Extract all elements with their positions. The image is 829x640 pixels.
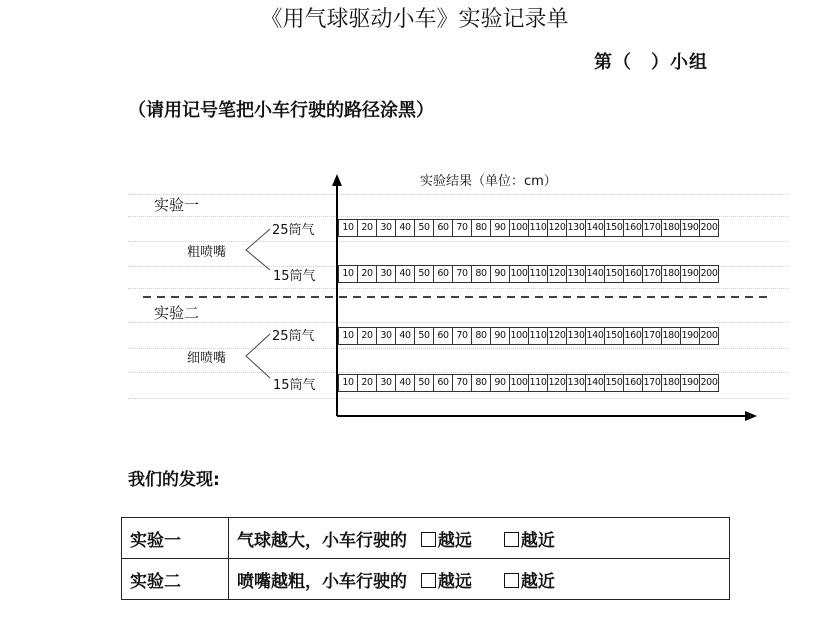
distance-cell[interactable]: 10 [339,328,358,344]
experiment-2-row-1-label: 25筒气 [272,329,315,344]
distance-cell[interactable]: 120 [548,220,567,236]
option-far[interactable] [421,531,472,551]
statement-text: 气球越大，小车行驶的 [237,530,407,551]
findings-table [121,517,730,600]
distance-strip-exp1-15[interactable] [338,265,719,283]
group-label: 第（ ）小组 [594,52,708,73]
distance-cell[interactable]: 60 [434,220,453,236]
distance-cell[interactable]: 160 [624,266,643,282]
distance-cell[interactable]: 180 [662,328,681,344]
distance-cell[interactable]: 200 [700,222,718,233]
experiment-1-row-1-label: 25筒气 [272,223,315,238]
experiment-2-label: 实验二 [154,304,200,322]
distance-cell[interactable]: 130 [567,266,586,282]
distance-cell[interactable]: 110 [529,328,548,344]
distance-strip-exp1-25[interactable] [338,219,719,237]
distance-cell[interactable]: 180 [662,375,681,391]
distance-cell[interactable]: 170 [643,328,662,344]
option-near-label: 越近 [520,530,555,551]
option-far-label: 越远 [437,571,472,592]
distance-cell[interactable]: 130 [567,328,586,344]
distance-cell[interactable]: 60 [434,328,453,344]
distance-cell[interactable]: 200 [700,377,718,388]
distance-cell[interactable]: 30 [377,375,396,391]
distance-cell[interactable]: 140 [586,375,605,391]
experiment-2-row-2-label: 15筒气 [273,378,316,393]
distance-cell[interactable]: 100 [510,220,529,236]
distance-cell[interactable]: 100 [510,266,529,282]
distance-cell[interactable]: 100 [510,375,529,391]
option-near[interactable] [504,531,555,551]
distance-cell[interactable]: 150 [605,266,624,282]
distance-cell[interactable]: 200 [700,268,718,279]
distance-cell[interactable]: 140 [586,328,605,344]
distance-cell[interactable]: 70 [453,375,472,391]
option-near-label: 越近 [520,571,555,592]
distance-cell[interactable]: 170 [643,266,662,282]
distance-cell[interactable]: 60 [434,266,453,282]
distance-cell[interactable]: 150 [605,220,624,236]
branch-lines-exp2 [246,334,270,378]
distance-cell[interactable]: 190 [681,220,700,236]
statement-text: 喷嘴越粗，小车行驶的 [237,571,407,592]
table-cell-experiment: 实验一 [122,518,229,559]
checkbox-icon[interactable] [421,573,436,588]
distance-cell[interactable]: 170 [643,220,662,236]
distance-cell[interactable]: 40 [396,220,415,236]
distance-cell[interactable]: 160 [624,375,643,391]
distance-cell[interactable]: 140 [586,266,605,282]
distance-cell[interactable]: 10 [339,220,358,236]
distance-strip-exp2-25[interactable] [338,327,719,345]
distance-cell[interactable]: 90 [491,375,510,391]
option-far-label: 越远 [437,530,472,551]
distance-cell[interactable]: 90 [491,328,510,344]
distance-cell[interactable]: 20 [358,220,377,236]
distance-cell[interactable]: 50 [415,375,434,391]
axis-title: 实验结果（单位：cm） [420,174,557,189]
distance-cell[interactable]: 30 [377,220,396,236]
distance-cell[interactable]: 150 [605,328,624,344]
distance-cell[interactable]: 80 [472,220,491,236]
distance-cell[interactable]: 20 [358,328,377,344]
distance-cell[interactable]: 110 [529,220,548,236]
distance-cell[interactable]: 160 [624,220,643,236]
distance-cell[interactable]: 130 [567,375,586,391]
x-axis-arrow [745,411,757,421]
distance-cell[interactable]: 200 [700,330,718,341]
y-axis-arrow [332,174,342,186]
page-title: 《用气球驱动小车》实验记录单 [260,7,569,32]
distance-cell[interactable]: 120 [548,375,567,391]
distance-cell[interactable]: 20 [358,266,377,282]
distance-cell[interactable]: 40 [396,266,415,282]
distance-cell[interactable]: 80 [472,375,491,391]
distance-cell[interactable]: 10 [339,266,358,282]
distance-cell[interactable]: 140 [586,220,605,236]
distance-cell[interactable]: 20 [358,375,377,391]
distance-cell[interactable]: 130 [567,220,586,236]
experiment-1-nozzle: 粗喷嘴 [187,245,227,260]
distance-cell[interactable]: 70 [453,266,472,282]
distance-cell[interactable]: 110 [529,375,548,391]
distance-cell[interactable]: 120 [548,328,567,344]
checkbox-icon[interactable] [504,532,519,547]
distance-cell[interactable]: 120 [548,266,567,282]
table-cell-statement [229,518,730,559]
distance-cell[interactable]: 100 [510,328,529,344]
distance-cell[interactable]: 50 [415,220,434,236]
distance-cell[interactable]: 40 [396,328,415,344]
distance-cell[interactable]: 30 [377,266,396,282]
distance-strip-exp2-15[interactable] [338,374,719,392]
distance-cell[interactable]: 180 [662,220,681,236]
instruction: （请用记号笔把小车行驶的路径涂黑） [128,100,434,121]
distance-cell[interactable]: 190 [681,266,700,282]
option-far[interactable] [421,572,472,592]
distance-cell[interactable]: 50 [415,266,434,282]
distance-cell[interactable]: 90 [491,220,510,236]
checkbox-icon[interactable] [421,532,436,547]
experiment-1-label: 实验一 [154,196,200,214]
distance-cell[interactable]: 50 [415,328,434,344]
distance-cell[interactable]: 70 [453,328,472,344]
distance-cell[interactable]: 80 [472,328,491,344]
option-near[interactable] [504,572,555,592]
distance-cell[interactable]: 70 [453,220,472,236]
experiment-1-row-2-label: 15筒气 [273,269,316,284]
distance-cell[interactable]: 90 [491,266,510,282]
distance-cell[interactable]: 150 [605,375,624,391]
distance-cell[interactable]: 170 [643,375,662,391]
table-row [122,518,730,559]
table-cell-statement [229,559,730,600]
distance-cell[interactable]: 30 [377,328,396,344]
distance-cell[interactable]: 40 [396,375,415,391]
branch-lines-exp1 [246,229,270,270]
experiment-2-nozzle: 细喷嘴 [187,351,227,366]
distance-cell[interactable]: 110 [529,266,548,282]
distance-cell[interactable]: 190 [681,375,700,391]
findings-label: 我们的发现: [128,470,220,490]
table-cell-experiment: 实验二 [122,559,229,600]
distance-cell[interactable]: 60 [434,375,453,391]
checkbox-icon[interactable] [504,573,519,588]
distance-cell[interactable]: 190 [681,328,700,344]
table-row [122,559,730,600]
distance-cell[interactable]: 180 [662,266,681,282]
distance-cell[interactable]: 10 [339,375,358,391]
distance-cell[interactable]: 80 [472,266,491,282]
distance-cell[interactable]: 160 [624,328,643,344]
